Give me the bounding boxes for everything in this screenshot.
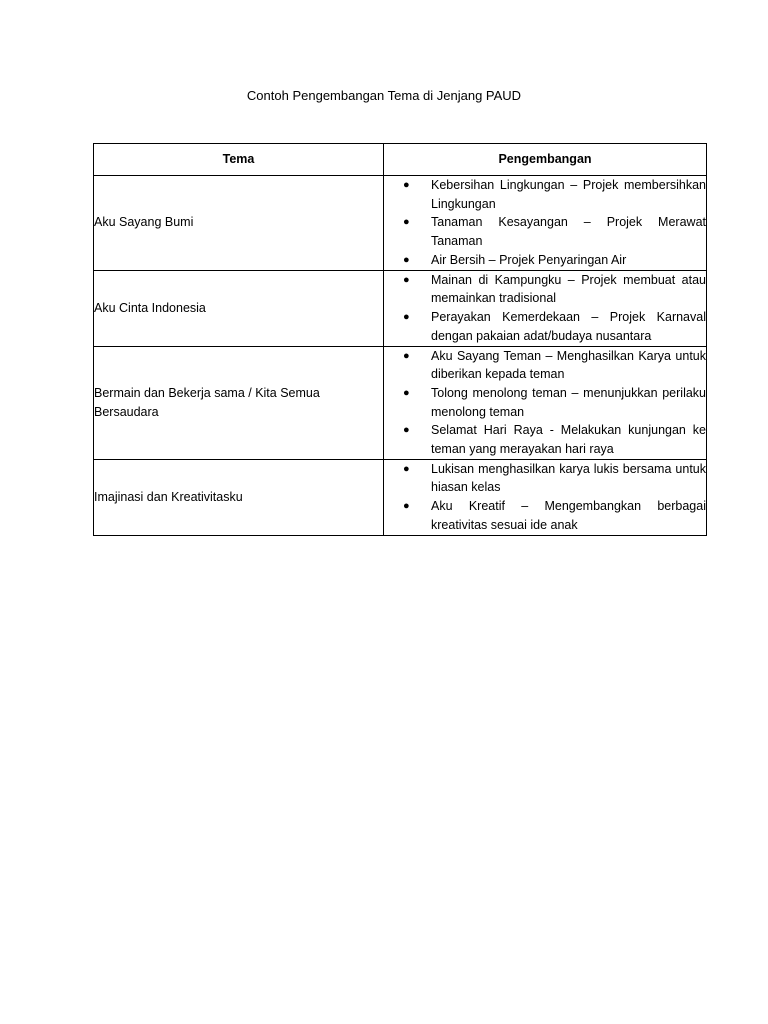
bullet-icon: ● <box>403 179 410 191</box>
list-item <box>384 308 706 345</box>
bullet-icon: ● <box>403 273 410 286</box>
development-list <box>384 347 706 459</box>
list-item-text: Mainan di Kampungku – Projek membuat atau memainkan tradisional <box>431 272 706 306</box>
list-item <box>384 271 706 308</box>
development-cell <box>384 459 707 535</box>
bullet-icon: ● <box>403 462 410 475</box>
list-item-text: Aku Sayang Teman – Menghasilkan Karya untuk diberikan kepada teman <box>431 348 706 382</box>
development-list <box>384 460 706 535</box>
bullet-icon: ● <box>403 500 410 513</box>
bullet-icon: ● <box>403 216 410 229</box>
theme-cell: Bermain dan Bekerja sama / Kita Semua Bersaudara <box>94 346 384 459</box>
list-item <box>384 384 706 421</box>
bullet-icon: ● <box>403 386 410 399</box>
table-row <box>94 176 707 271</box>
list-item <box>384 176 706 213</box>
list-item-text: Selamat Hari Raya - Melakukan kunjungan ke teman yang merayakan hari raya <box>431 423 706 457</box>
column-header-tema: Tema <box>94 144 384 176</box>
table-row <box>94 270 707 346</box>
list-item-text: Aku Kreatif – Mengembangkan berbagai kreativitas sesuai ide anak <box>431 499 706 532</box>
list-item <box>384 460 706 497</box>
development-cell <box>384 346 707 459</box>
development-list <box>384 271 706 346</box>
list-item <box>384 497 706 534</box>
column-header-pengembangan: Pengembangan <box>384 144 707 176</box>
development-list <box>384 176 706 270</box>
page-title: Contoh Pengembangan Tema di Jenjang PAUD <box>246 88 522 103</box>
list-item-text: Tolong menolong teman – menunjukkan perilaku menolong teman <box>431 385 706 419</box>
list-item <box>384 251 706 270</box>
development-cell <box>384 270 707 346</box>
list-item <box>384 213 706 250</box>
bullet-icon: ● <box>403 424 410 437</box>
list-item-text: Air Bersih – Projek Penyaringan Air <box>431 252 627 267</box>
theme-cell: Imajinasi dan Kreativitasku <box>94 459 384 535</box>
theme-cell: Aku Cinta Indonesia <box>94 270 384 346</box>
list-item-text: Lukisan menghasilkan karya lukis bersama untuk hiasan kelas <box>431 461 706 495</box>
list-item <box>384 421 706 458</box>
bullet-icon: ● <box>403 253 410 266</box>
table-row <box>94 346 707 459</box>
theme-cell: Aku Sayang Bumi <box>94 176 384 271</box>
table-row <box>94 459 707 535</box>
list-item-text: Perayakan Kemerdekaan – Projek Karnaval dengan pakaian adat/budaya nusantara <box>431 309 706 343</box>
table-header-row <box>94 144 707 176</box>
theme-development-table <box>93 143 707 536</box>
development-cell <box>384 176 707 271</box>
bullet-icon: ● <box>403 310 410 323</box>
list-item-text: Kebersihan Lingkungan – Projek membersihkan Lingkungan <box>431 178 706 211</box>
list-item-text: Tanaman Kesayangan – Projek Merawat Tanaman <box>431 215 706 249</box>
bullet-icon: ● <box>403 349 410 362</box>
list-item <box>384 347 706 384</box>
